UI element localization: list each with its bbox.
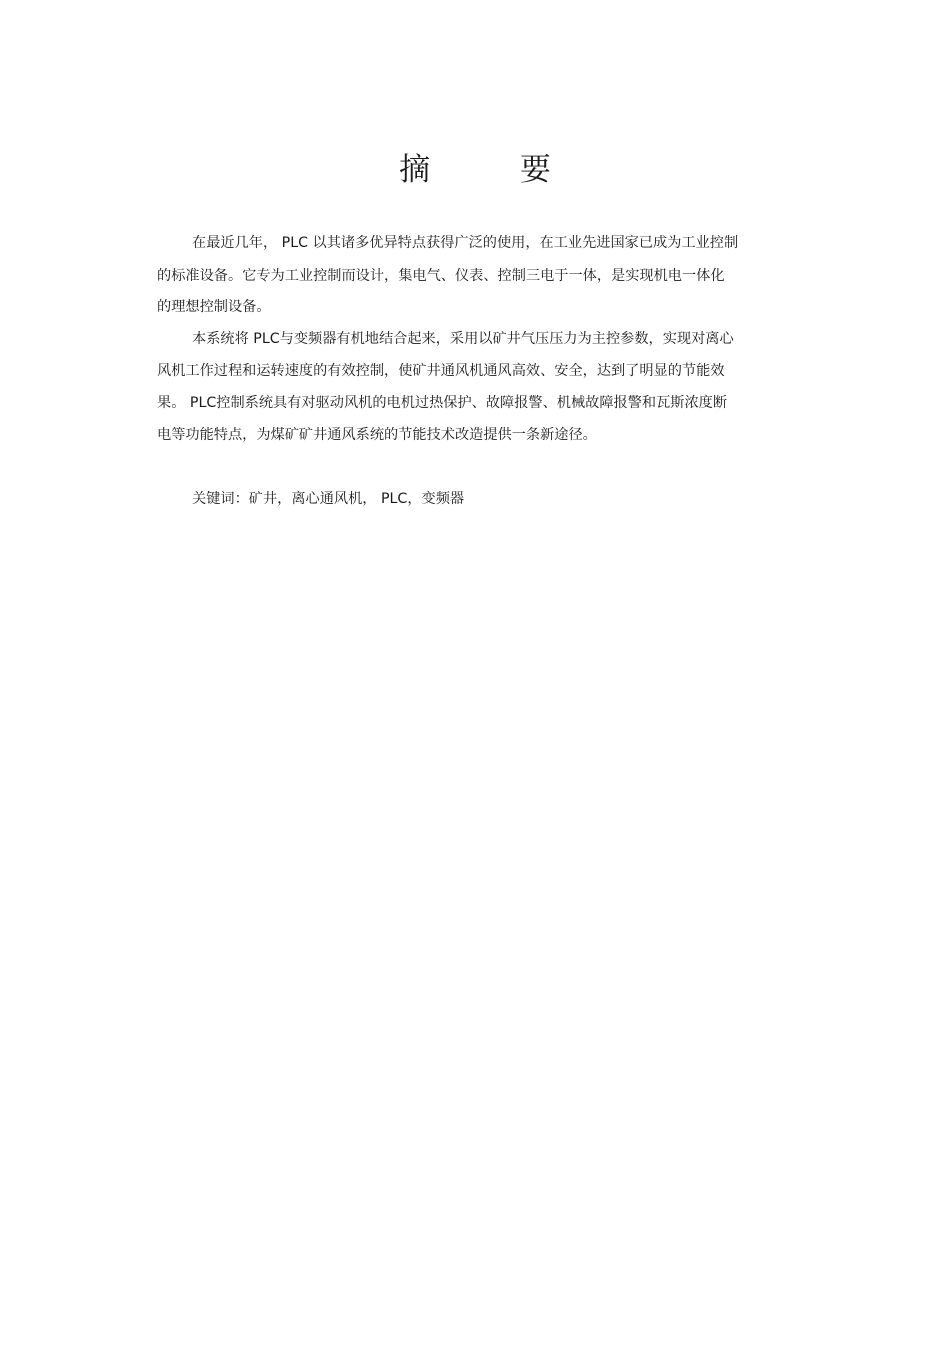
keywords-line: 关键词：矿井，离心通风机， PLC，变频器 bbox=[192, 491, 465, 507]
paragraph-1-line-2: 的标准设备。它专为工业控制而设计，集电气、仪表、控制三电于一体，是实现机电一体化 bbox=[157, 268, 725, 284]
paragraph-1-line-3: 的理想控制设备。 bbox=[157, 299, 271, 315]
paragraph-2-line-4: 电等功能特点，为煤矿矿井通风系统的节能技术改造提供一条新途径。 bbox=[157, 427, 597, 443]
paragraph-2-line-3: 果。 PLC控制系统具有对驱动风机的电机过热保护、故障报警、机械故障报警和瓦斯浓度断 bbox=[157, 395, 728, 411]
paragraph-2-line-2: 风机工作过程和运转速度的有效控制，使矿井通风机通风高效、安全，达到了明显的节能效 bbox=[157, 363, 725, 379]
page-title: 摘 要 bbox=[399, 152, 591, 188]
paragraph-1-line-1: 在最近几年， PLC 以其诸多优异特点获得广泛的使用，在工业先进国家已成为工业控制 bbox=[192, 235, 739, 251]
paragraph-2-line-1: 本系统将 PLC与变频器有机地结合起来，采用以矿井气压压力为主控参数，实现对离心 bbox=[192, 331, 734, 347]
